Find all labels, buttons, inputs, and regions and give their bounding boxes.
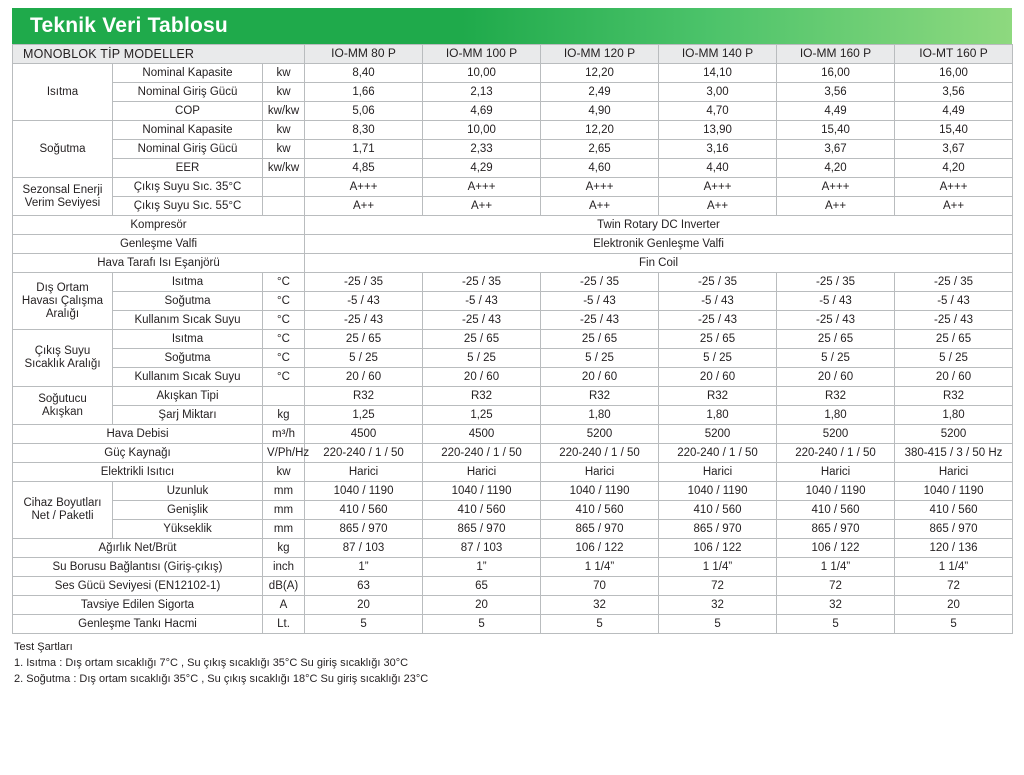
row-unit: °C bbox=[263, 330, 305, 349]
cell-model-0: 410 / 560 bbox=[305, 501, 423, 520]
cell-model-2: 4,90 bbox=[541, 102, 659, 121]
cell-model-3: 865 / 970 bbox=[659, 520, 777, 539]
cell-model-2: 220-240 / 1 / 50 bbox=[541, 444, 659, 463]
cell-model-0: 25 / 65 bbox=[305, 330, 423, 349]
row-label: Güç Kaynağı bbox=[13, 444, 263, 463]
cell-model-2: 5 bbox=[541, 615, 659, 634]
cell-model-5: -25 / 43 bbox=[895, 311, 1013, 330]
table-row bbox=[13, 178, 1013, 197]
cell-model-1: A++ bbox=[423, 197, 541, 216]
cell-model-2: 25 / 65 bbox=[541, 330, 659, 349]
cell-model-0: 1,25 bbox=[305, 406, 423, 425]
specification-table bbox=[12, 44, 1013, 634]
cell-model-5: 15,40 bbox=[895, 121, 1013, 140]
table-row bbox=[13, 330, 1013, 349]
cell-model-5: 4,49 bbox=[895, 102, 1013, 121]
row-unit: kw bbox=[263, 140, 305, 159]
cell-model-2: 1,80 bbox=[541, 406, 659, 425]
table-row bbox=[13, 292, 1013, 311]
row-sub-label: Akışkan Tipi bbox=[113, 387, 263, 406]
cell-model-5: Harici bbox=[895, 463, 1013, 482]
row-label: Su Borusu Bağlantısı (Giriş-çıkış) bbox=[13, 558, 263, 577]
table-row bbox=[13, 235, 1013, 254]
header-model-5: IO-MT 160 P bbox=[895, 45, 1013, 64]
cell-model-0: 87 / 103 bbox=[305, 539, 423, 558]
cell-model-0: A++ bbox=[305, 197, 423, 216]
cell-model-0: Harici bbox=[305, 463, 423, 482]
table-row bbox=[13, 501, 1013, 520]
cell-model-2: 2,49 bbox=[541, 83, 659, 102]
cell-model-3: 1040 / 1190 bbox=[659, 482, 777, 501]
row-label: Genleşme Tankı Hacmi bbox=[13, 615, 263, 634]
cell-model-3: 1,80 bbox=[659, 406, 777, 425]
row-group-label: Isıtma bbox=[13, 64, 113, 121]
cell-model-1: 2,13 bbox=[423, 83, 541, 102]
cell-model-1: A+++ bbox=[423, 178, 541, 197]
row-unit: °C bbox=[263, 368, 305, 387]
cell-model-4: -25 / 43 bbox=[777, 311, 895, 330]
row-unit: A bbox=[263, 596, 305, 615]
cell-model-0: 5 bbox=[305, 615, 423, 634]
cell-model-3: -25 / 43 bbox=[659, 311, 777, 330]
table-row bbox=[13, 121, 1013, 140]
cell-model-3: 5 / 25 bbox=[659, 349, 777, 368]
cell-model-1: 1040 / 1190 bbox=[423, 482, 541, 501]
row-sub-label: Uzunluk bbox=[113, 482, 263, 501]
row-label: Ses Gücü Seviyesi (EN12102-1) bbox=[13, 577, 263, 596]
row-value-all-models: Fin Coil bbox=[305, 254, 1013, 273]
row-unit: mm bbox=[263, 482, 305, 501]
row-unit: dB(A) bbox=[263, 577, 305, 596]
cell-model-4: 5200 bbox=[777, 425, 895, 444]
row-unit bbox=[263, 387, 305, 406]
cell-model-0: -25 / 35 bbox=[305, 273, 423, 292]
row-group-label: Sezonsal Enerji Verim Seviyesi bbox=[13, 178, 113, 216]
cell-model-4: A+++ bbox=[777, 178, 895, 197]
cell-model-2: -25 / 43 bbox=[541, 311, 659, 330]
row-unit: kg bbox=[263, 539, 305, 558]
header-model-2: IO-MM 120 P bbox=[541, 45, 659, 64]
test-conditions bbox=[12, 640, 1012, 688]
cell-model-4: A++ bbox=[777, 197, 895, 216]
notes-title: Test Şartları bbox=[14, 641, 73, 654]
cell-model-4: 410 / 560 bbox=[777, 501, 895, 520]
cell-model-4: 20 / 60 bbox=[777, 368, 895, 387]
table-row bbox=[13, 83, 1013, 102]
cell-model-1: 4,29 bbox=[423, 159, 541, 178]
cell-model-1: 5 bbox=[423, 615, 541, 634]
cell-model-4: -5 / 43 bbox=[777, 292, 895, 311]
row-unit: kw bbox=[263, 463, 305, 482]
title-gradient bbox=[462, 8, 1012, 44]
row-unit: V/Ph/Hz bbox=[263, 444, 305, 463]
row-sub-label: Kullanım Sıcak Suyu bbox=[113, 368, 263, 387]
cell-model-0: 20 bbox=[305, 596, 423, 615]
cell-model-1: -5 / 43 bbox=[423, 292, 541, 311]
table-row bbox=[13, 425, 1013, 444]
cell-model-1: 1,25 bbox=[423, 406, 541, 425]
row-sub-label: COP bbox=[113, 102, 263, 121]
table-row bbox=[13, 520, 1013, 539]
cell-model-2: 5 / 25 bbox=[541, 349, 659, 368]
cell-model-0: A+++ bbox=[305, 178, 423, 197]
row-unit: kw bbox=[263, 121, 305, 140]
table-row bbox=[13, 444, 1013, 463]
table-row bbox=[13, 64, 1013, 83]
cell-model-5: A++ bbox=[895, 197, 1013, 216]
cell-model-3: 13,90 bbox=[659, 121, 777, 140]
cell-model-2: -25 / 35 bbox=[541, 273, 659, 292]
cell-model-5: 1040 / 1190 bbox=[895, 482, 1013, 501]
cell-model-3: 5 bbox=[659, 615, 777, 634]
cell-model-4: 5 / 25 bbox=[777, 349, 895, 368]
header-model-4: IO-MM 160 P bbox=[777, 45, 895, 64]
cell-model-3: 106 / 122 bbox=[659, 539, 777, 558]
cell-model-3: 5200 bbox=[659, 425, 777, 444]
cell-model-1: 20 / 60 bbox=[423, 368, 541, 387]
row-unit: mm bbox=[263, 501, 305, 520]
cell-model-3: Harici bbox=[659, 463, 777, 482]
row-sub-label: Soğutma bbox=[113, 349, 263, 368]
row-label: Hava Tarafı Isı Eşanjörü bbox=[13, 254, 305, 273]
cell-model-4: R32 bbox=[777, 387, 895, 406]
row-unit: kw bbox=[263, 64, 305, 83]
row-unit: mm bbox=[263, 520, 305, 539]
cell-model-5: 20 bbox=[895, 596, 1013, 615]
cell-model-0: 8,30 bbox=[305, 121, 423, 140]
cell-model-0: 5 / 25 bbox=[305, 349, 423, 368]
row-group-label: Çıkış Suyu Sıcaklık Aralığı bbox=[13, 330, 113, 387]
cell-model-0: 1” bbox=[305, 558, 423, 577]
cell-model-0: 1040 / 1190 bbox=[305, 482, 423, 501]
table-row bbox=[13, 482, 1013, 501]
row-group-label: Soğutma bbox=[13, 121, 113, 178]
table-row bbox=[13, 387, 1013, 406]
cell-model-3: 32 bbox=[659, 596, 777, 615]
row-sub-label: Isıtma bbox=[113, 273, 263, 292]
cell-model-1: 87 / 103 bbox=[423, 539, 541, 558]
table-row bbox=[13, 463, 1013, 482]
cell-model-3: 25 / 65 bbox=[659, 330, 777, 349]
cell-model-1: 25 / 65 bbox=[423, 330, 541, 349]
cell-model-3: R32 bbox=[659, 387, 777, 406]
cell-model-3: 4,70 bbox=[659, 102, 777, 121]
row-sub-label: Nominal Kapasite bbox=[113, 64, 263, 83]
title-bar bbox=[12, 8, 1012, 44]
row-label: Tavsiye Edilen Sigorta bbox=[13, 596, 263, 615]
row-unit: kw bbox=[263, 83, 305, 102]
table-row bbox=[13, 159, 1013, 178]
cell-model-2: A++ bbox=[541, 197, 659, 216]
cell-model-5: 1 1/4” bbox=[895, 558, 1013, 577]
cell-model-1: 4500 bbox=[423, 425, 541, 444]
table-row bbox=[13, 596, 1013, 615]
row-sub-label: Nominal Kapasite bbox=[113, 121, 263, 140]
cell-model-2: 4,60 bbox=[541, 159, 659, 178]
cell-model-4: 1 1/4” bbox=[777, 558, 895, 577]
cell-model-5: -5 / 43 bbox=[895, 292, 1013, 311]
row-sub-label: Şarj Miktarı bbox=[113, 406, 263, 425]
cell-model-5: 25 / 65 bbox=[895, 330, 1013, 349]
row-sub-label: Yükseklik bbox=[113, 520, 263, 539]
cell-model-2: Harici bbox=[541, 463, 659, 482]
notes-line-1: 1. Isıtma : Dış ortam sıcaklığı 7°C , Su çıkış sıcaklığı 35°C Su giriş sıcaklığı 30°C bbox=[14, 657, 409, 670]
cell-model-2: 12,20 bbox=[541, 64, 659, 83]
cell-model-0: 20 / 60 bbox=[305, 368, 423, 387]
cell-model-5: -25 / 35 bbox=[895, 273, 1013, 292]
cell-model-5: 120 / 136 bbox=[895, 539, 1013, 558]
row-group-label: Dış Ortam Havası Çalışma Aralığı bbox=[13, 273, 113, 330]
cell-model-3: 1 1/4” bbox=[659, 558, 777, 577]
row-unit: °C bbox=[263, 273, 305, 292]
header-model-3: IO-MM 140 P bbox=[659, 45, 777, 64]
cell-model-3: 3,16 bbox=[659, 140, 777, 159]
cell-model-5: 3,67 bbox=[895, 140, 1013, 159]
page-title: Teknik Veri Tablosu bbox=[30, 14, 228, 37]
cell-model-3: A+++ bbox=[659, 178, 777, 197]
row-unit bbox=[263, 197, 305, 216]
cell-model-2: -5 / 43 bbox=[541, 292, 659, 311]
row-unit: kg bbox=[263, 406, 305, 425]
row-sub-label: Kullanım Sıcak Suyu bbox=[113, 311, 263, 330]
row-unit: Lt. bbox=[263, 615, 305, 634]
cell-model-3: 220-240 / 1 / 50 bbox=[659, 444, 777, 463]
row-label: Hava Debisi bbox=[13, 425, 263, 444]
cell-model-1: -25 / 35 bbox=[423, 273, 541, 292]
table-body bbox=[13, 64, 1013, 634]
cell-model-2: 2,65 bbox=[541, 140, 659, 159]
cell-model-5: 3,56 bbox=[895, 83, 1013, 102]
row-unit: °C bbox=[263, 349, 305, 368]
cell-model-1: 65 bbox=[423, 577, 541, 596]
cell-model-1: 10,00 bbox=[423, 121, 541, 140]
cell-model-2: 20 / 60 bbox=[541, 368, 659, 387]
table-row bbox=[13, 539, 1013, 558]
cell-model-0: -25 / 43 bbox=[305, 311, 423, 330]
cell-model-1: 4,69 bbox=[423, 102, 541, 121]
notes-line-2: 2. Soğutma : Dış ortam sıcaklığı 35°C , Su çıkış sıcaklığı 18°C Su giriş sıcaklığı 23°C bbox=[14, 673, 429, 686]
row-unit: kw/kw bbox=[263, 102, 305, 121]
cell-model-4: -25 / 35 bbox=[777, 273, 895, 292]
cell-model-4: 4,49 bbox=[777, 102, 895, 121]
cell-model-4: 1040 / 1190 bbox=[777, 482, 895, 501]
cell-model-5: R32 bbox=[895, 387, 1013, 406]
header-model-0: IO-MM 80 P bbox=[305, 45, 423, 64]
cell-model-5: 5 bbox=[895, 615, 1013, 634]
row-unit: m³/h bbox=[263, 425, 305, 444]
row-sub-label: EER bbox=[113, 159, 263, 178]
row-sub-label: Çıkış Suyu Sıc. 55°C bbox=[113, 197, 263, 216]
cell-model-3: 410 / 560 bbox=[659, 501, 777, 520]
cell-model-5: 20 / 60 bbox=[895, 368, 1013, 387]
table-row bbox=[13, 368, 1013, 387]
row-unit: °C bbox=[263, 292, 305, 311]
cell-model-1: 865 / 970 bbox=[423, 520, 541, 539]
cell-model-4: 3,67 bbox=[777, 140, 895, 159]
cell-model-2: 5200 bbox=[541, 425, 659, 444]
table-row bbox=[13, 615, 1013, 634]
cell-model-3: 4,40 bbox=[659, 159, 777, 178]
cell-model-5: A+++ bbox=[895, 178, 1013, 197]
header-row-label: MONOBLOK TİP MODELLER bbox=[13, 45, 305, 64]
cell-model-5: 16,00 bbox=[895, 64, 1013, 83]
cell-model-5: 5200 bbox=[895, 425, 1013, 444]
table-row bbox=[13, 216, 1013, 235]
cell-model-0: 5,06 bbox=[305, 102, 423, 121]
cell-model-2: R32 bbox=[541, 387, 659, 406]
cell-model-4: 3,56 bbox=[777, 83, 895, 102]
cell-model-3: A++ bbox=[659, 197, 777, 216]
row-sub-label: Isıtma bbox=[113, 330, 263, 349]
table-row bbox=[13, 197, 1013, 216]
cell-model-0: 865 / 970 bbox=[305, 520, 423, 539]
table-row bbox=[13, 558, 1013, 577]
cell-model-2: 410 / 560 bbox=[541, 501, 659, 520]
row-unit: inch bbox=[263, 558, 305, 577]
cell-model-3: 14,10 bbox=[659, 64, 777, 83]
row-unit: kw/kw bbox=[263, 159, 305, 178]
cell-model-4: 16,00 bbox=[777, 64, 895, 83]
row-label: Ağırlık Net/Brüt bbox=[13, 539, 263, 558]
cell-model-2: 1040 / 1190 bbox=[541, 482, 659, 501]
header-model-1: IO-MM 100 P bbox=[423, 45, 541, 64]
cell-model-4: 5 bbox=[777, 615, 895, 634]
row-sub-label: Çıkış Suyu Sıc. 35°C bbox=[113, 178, 263, 197]
cell-model-1: R32 bbox=[423, 387, 541, 406]
cell-model-4: Harici bbox=[777, 463, 895, 482]
cell-model-4: 865 / 970 bbox=[777, 520, 895, 539]
cell-model-5: 4,20 bbox=[895, 159, 1013, 178]
cell-model-2: 12,20 bbox=[541, 121, 659, 140]
table-row bbox=[13, 273, 1013, 292]
row-unit: °C bbox=[263, 311, 305, 330]
row-label: Elektrikli Isıtıcı bbox=[13, 463, 263, 482]
cell-model-4: 1,80 bbox=[777, 406, 895, 425]
row-unit bbox=[263, 178, 305, 197]
cell-model-2: 70 bbox=[541, 577, 659, 596]
row-label: Genleşme Valfi bbox=[13, 235, 305, 254]
row-group-label: Cihaz Boyutları Net / Paketli bbox=[13, 482, 113, 539]
cell-model-3: 3,00 bbox=[659, 83, 777, 102]
cell-model-5: 5 / 25 bbox=[895, 349, 1013, 368]
row-sub-label: Genişlik bbox=[113, 501, 263, 520]
row-group-label: Soğutucu Akışkan bbox=[13, 387, 113, 425]
cell-model-4: 106 / 122 bbox=[777, 539, 895, 558]
cell-model-4: 220-240 / 1 / 50 bbox=[777, 444, 895, 463]
cell-model-5: 410 / 560 bbox=[895, 501, 1013, 520]
cell-model-1: 410 / 560 bbox=[423, 501, 541, 520]
cell-model-0: 4500 bbox=[305, 425, 423, 444]
cell-model-4: 25 / 65 bbox=[777, 330, 895, 349]
cell-model-0: -5 / 43 bbox=[305, 292, 423, 311]
cell-model-0: R32 bbox=[305, 387, 423, 406]
table-row bbox=[13, 406, 1013, 425]
cell-model-2: A+++ bbox=[541, 178, 659, 197]
row-sub-label: Nominal Giriş Gücü bbox=[113, 83, 263, 102]
table-row bbox=[13, 140, 1013, 159]
row-sub-label: Nominal Giriş Gücü bbox=[113, 140, 263, 159]
cell-model-5: 380-415 / 3 / 50 Hz bbox=[895, 444, 1013, 463]
cell-model-3: 20 / 60 bbox=[659, 368, 777, 387]
cell-model-5: 1,80 bbox=[895, 406, 1013, 425]
cell-model-1: 5 / 25 bbox=[423, 349, 541, 368]
table-row bbox=[13, 349, 1013, 368]
cell-model-2: 106 / 122 bbox=[541, 539, 659, 558]
row-value-all-models: Elektronik Genleşme Valfi bbox=[305, 235, 1013, 254]
cell-model-0: 8,40 bbox=[305, 64, 423, 83]
cell-model-3: 72 bbox=[659, 577, 777, 596]
cell-model-0: 63 bbox=[305, 577, 423, 596]
cell-model-2: 1 1/4” bbox=[541, 558, 659, 577]
table-row bbox=[13, 254, 1013, 273]
cell-model-5: 865 / 970 bbox=[895, 520, 1013, 539]
cell-model-0: 220-240 / 1 / 50 bbox=[305, 444, 423, 463]
cell-model-1: Harici bbox=[423, 463, 541, 482]
cell-model-1: -25 / 43 bbox=[423, 311, 541, 330]
table-row bbox=[13, 311, 1013, 330]
cell-model-1: 10,00 bbox=[423, 64, 541, 83]
cell-model-4: 72 bbox=[777, 577, 895, 596]
cell-model-5: 72 bbox=[895, 577, 1013, 596]
cell-model-0: 4,85 bbox=[305, 159, 423, 178]
cell-model-3: -25 / 35 bbox=[659, 273, 777, 292]
cell-model-1: 20 bbox=[423, 596, 541, 615]
cell-model-2: 32 bbox=[541, 596, 659, 615]
cell-model-2: 865 / 970 bbox=[541, 520, 659, 539]
cell-model-4: 15,40 bbox=[777, 121, 895, 140]
cell-model-0: 1,71 bbox=[305, 140, 423, 159]
cell-model-1: 2,33 bbox=[423, 140, 541, 159]
row-value-all-models: Twin Rotary DC Inverter bbox=[305, 216, 1013, 235]
cell-model-0: 1,66 bbox=[305, 83, 423, 102]
table-row bbox=[13, 577, 1013, 596]
cell-model-4: 4,20 bbox=[777, 159, 895, 178]
row-label: Kompresör bbox=[13, 216, 305, 235]
cell-model-1: 1” bbox=[423, 558, 541, 577]
cell-model-4: 32 bbox=[777, 596, 895, 615]
cell-model-1: 220-240 / 1 / 50 bbox=[423, 444, 541, 463]
table-row bbox=[13, 102, 1013, 121]
cell-model-3: -5 / 43 bbox=[659, 292, 777, 311]
row-sub-label: Soğutma bbox=[113, 292, 263, 311]
table-header-row bbox=[13, 45, 1013, 64]
